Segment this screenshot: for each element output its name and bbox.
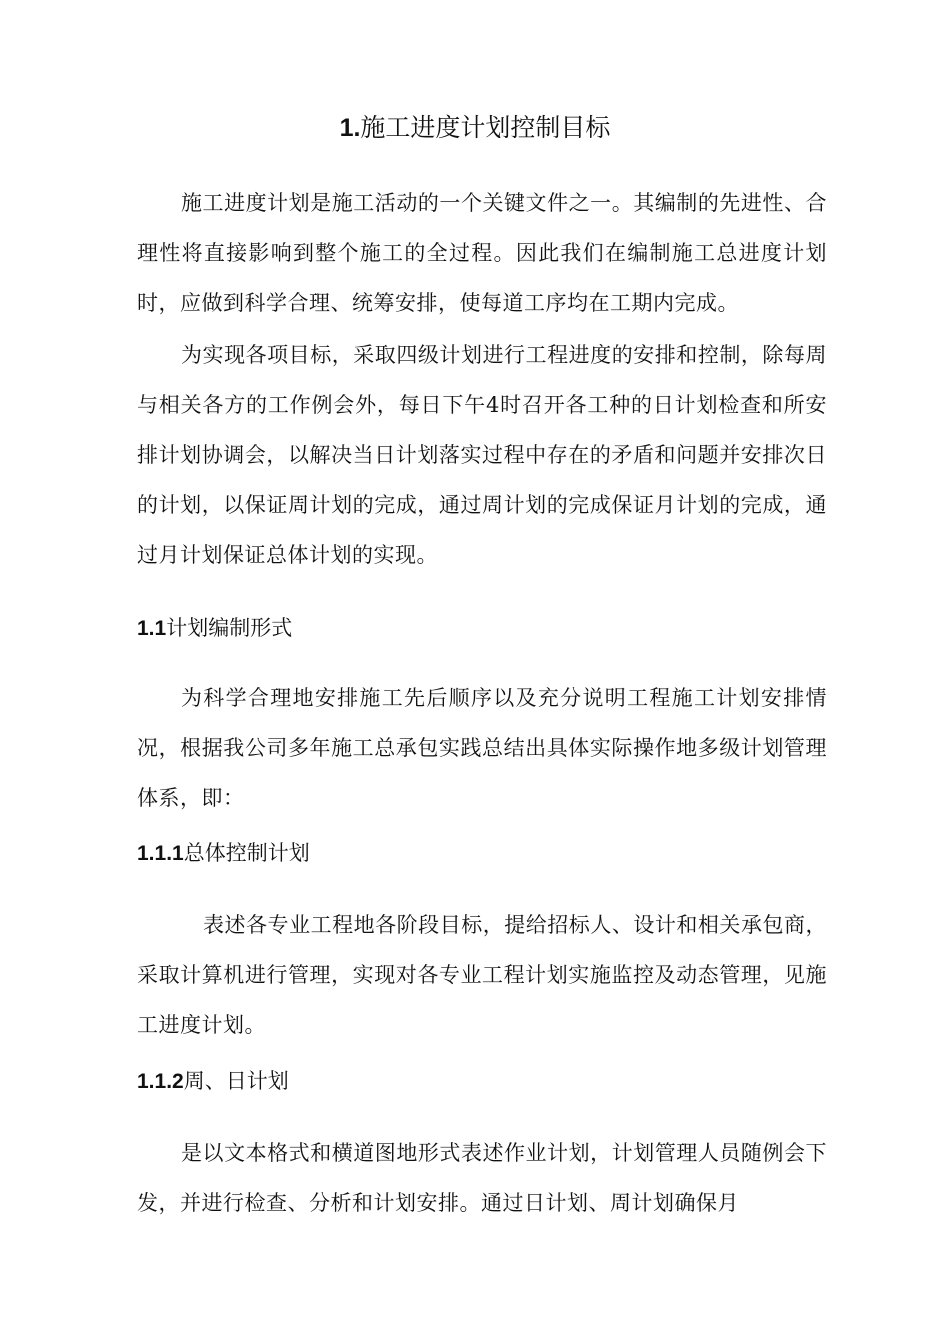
title-number: 1. bbox=[339, 114, 361, 142]
title-text: 施工进度计划控制目标 bbox=[360, 113, 611, 142]
section-heading-1-1 bbox=[137, 608, 292, 649]
section-heading-1-1-1 bbox=[137, 833, 310, 874]
paragraph-plan-system: 为科学合理地安排施工先后顺序以及充分说明工程施工计划安排情况，根据我公司多年施工总承包实践总结出具体实际操作地多级计划管理体系，即： bbox=[137, 686, 827, 810]
document-title bbox=[0, 108, 950, 148]
paragraph-four-level-plan: 为实现各项目标，采取四级计划进行工程进度的安排和控制，除每周与相关各方的工作例会外，每日下午4时召开各工种的日计划检查和所安排计划协调会，以解决当日计划落实过程中存在的矛盾和问题并安排次日的计划，以保证周计划的完成，通过周计划的完成保证月计划的完成，通过月计划保证总体计划的实现。 bbox=[137, 343, 827, 567]
section-number-1-1-1: 1.1.1 bbox=[137, 842, 184, 865]
paragraph-weekly-daily-plan: 是以文本格式和横道图地形式表述作业计划，计划管理人员随例会下发，并进行检查、分析和计划安排。通过日计划、周计划确保月 bbox=[137, 1141, 827, 1215]
section-number-1-1-2: 1.1.2 bbox=[137, 1070, 184, 1093]
paragraph-schedule-importance: 施工进度计划是施工活动的一个关键文件之一。其编制的先进性、合理性将直接影响到整个施工的全过程。因此我们在编制施工总进度计划时，应做到科学合理、统筹安排，使每道工序均在工期内完成。 bbox=[137, 191, 827, 315]
section-number-1-1: 1.1 bbox=[137, 617, 167, 640]
section-title-1-1-2: 周、日计划 bbox=[183, 1069, 289, 1093]
section-title-1-1: 计划编制形式 bbox=[166, 616, 293, 640]
paragraph-overall-control: 表述各专业工程地各阶段目标，提给招标人、设计和相关承包商，采取计算机进行管理，实现对各专业工程计划实施监控及动态管理，见施工进度计划。 bbox=[137, 913, 827, 1037]
section-title-1-1-1: 总体控制计划 bbox=[183, 841, 310, 865]
section-heading-1-1-2 bbox=[137, 1061, 289, 1102]
